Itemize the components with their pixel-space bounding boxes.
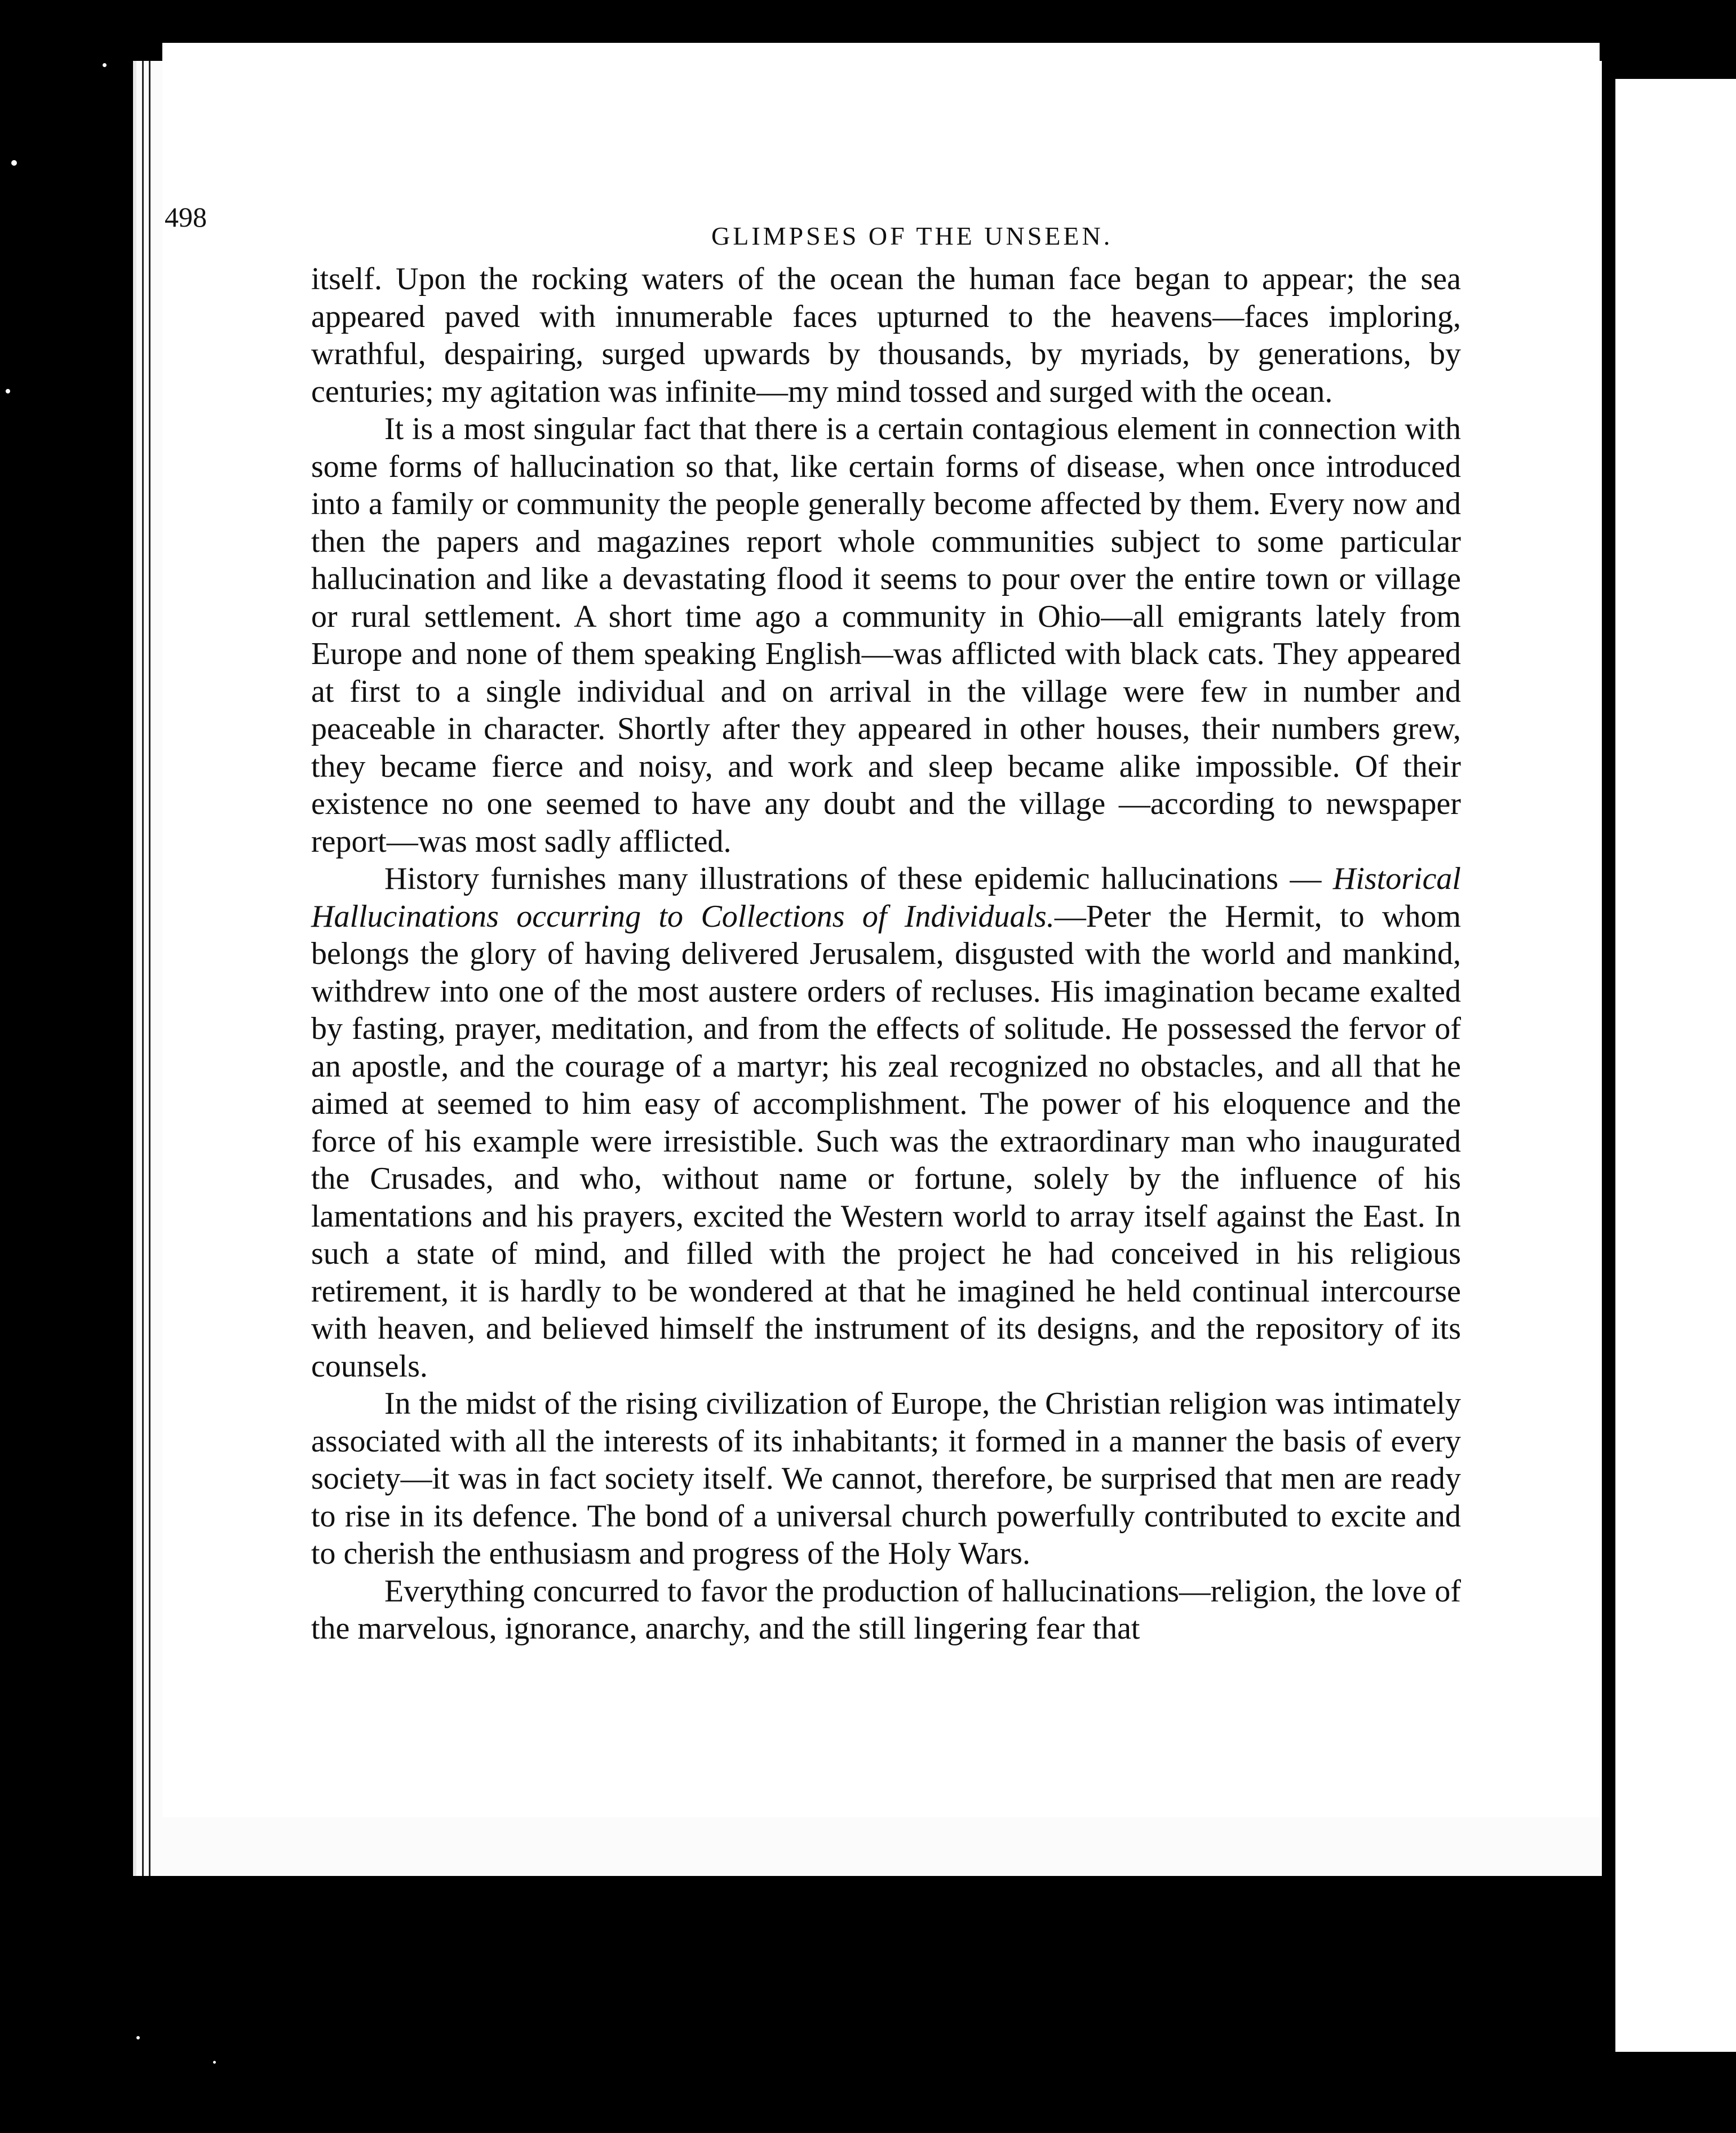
paragraph-5: Everything concurred to favor the production of hallucinations—religion, the love of the marvelous, ignorance, anarchy, and the still lingering fear that (311, 1573, 1461, 1646)
paragraph-3-italic-heading: Historical Hallucinations occurring to Collections of Individuals. (311, 861, 1461, 934)
paragraph-4: In the midst of the rising civilization of Europe, the Christian religion was intimately associated with all the interests of its inhabitants; it formed in a manner the basis of every society—it was in fact society itself. We cannot, therefore, be surprised that men are ready to rise in its defence. The bond of a universal church powerfully contributed to excite and to cherish the enthusiasm and progress of the Holy Wars. (311, 1386, 1461, 1571)
running-title: GLIMPSES OF THE UNSEEN. (711, 222, 1113, 250)
scan-speck (136, 2036, 140, 2039)
scan-speck (103, 63, 107, 67)
scan-speck (11, 160, 17, 166)
adjacent-page-edge (1615, 79, 1736, 2052)
paragraph-2: It is a most singular fact that there is a certain contagious element in connection with some forms of hallucination so that, like certain forms of disease, when once introduced into a family or community the people generally become affected by them. Every now and then the papers and magazines report whole communities subject to some particular hallucination and like a devastating flood it seems to pour over the entire town or village or rural settlement. A short time ago a community in Ohio—all emigrants lately from Europe and none of them speaking English—was afflicted with black cats. They appeared at first to a single individual and on arrival in the village were few in number and peaceable in character. Shortly after they appeared in other houses, their numbers grew, they became fierce and noisy, and work and sleep became alike impossible. Of their existence no one seemed to have any doubt and the village —according to newspaper report—was most sadly afflicted. (311, 411, 1461, 859)
paragraph-3 (311, 860, 1461, 1385)
paragraph-3-lead: History furnishes many illustrations of these epidemic hallucinations — (384, 861, 1322, 896)
body-text (311, 260, 1461, 1648)
scan-speck (213, 2061, 216, 2064)
page-number: 498 (165, 201, 207, 233)
paragraph-1: itself. Upon the rocking waters of the ocean the human face began to appear; the sea appeared paved with innumerable faces upturned to the heavens—faces imploring, wrathful, despairing, surged upwards by thousands, by myriads, by generations, by centuries; my agitation was infinite—my mind tossed and surged with the ocean. (311, 262, 1461, 409)
scan-speck (6, 389, 10, 393)
paragraph-3-rest: —Peter the Hermit, to whom belongs the glory of having delivered Jerusalem, disgusted with the world and mankind, withdrew into one of the most austere orders of recluses. His imagination became exalted by fasting, prayer, meditation, and from the effects of solitude. He possessed the fervor of an apostle, and the courage of a martyr; his zeal recognized no obstacles, and all that he aimed at seemed to him easy of accomplishment. The power of his eloquence and the force of his example were irresistible. Such was the extraordinary man who inaugurated the Crusades, and who, without name or fortune, solely by the influence of his lamentations and his prayers, excited the Western world to array itself against the East. In such a state of mind, and filled with the project he had conceived in his religious retirement, it is hardly to be wondered at that he imagined he held continual intercourse with heaven, and believed himself the instrument of its designs, and the repository of its counsels. (311, 899, 1462, 1384)
